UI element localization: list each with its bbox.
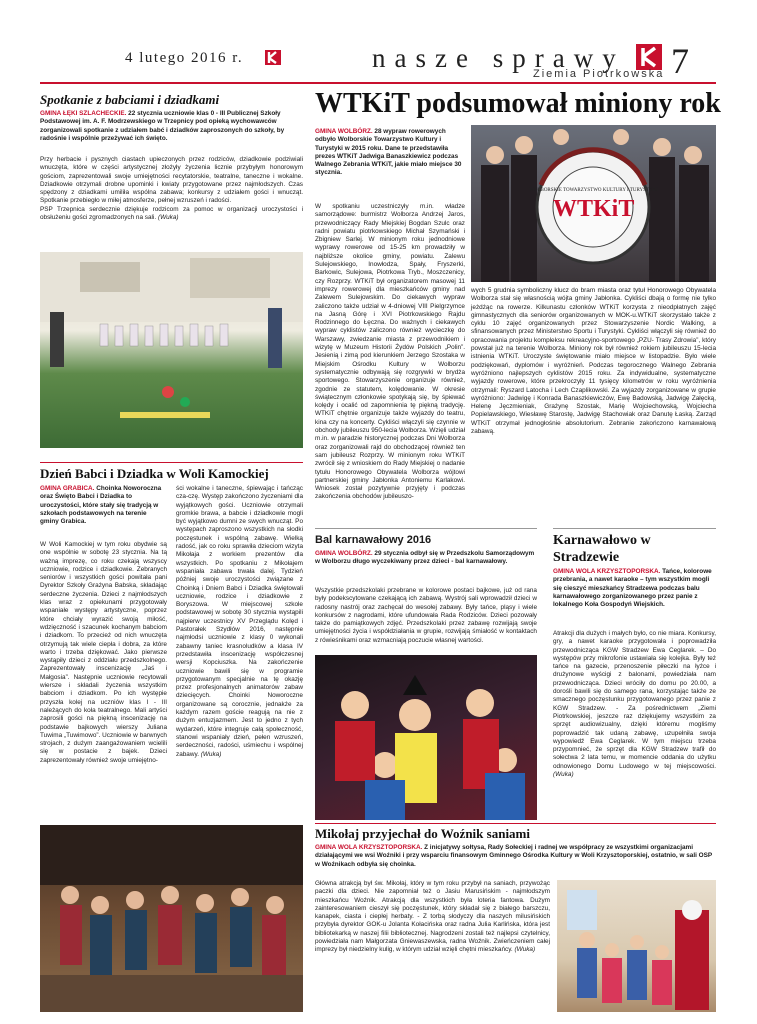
article1-lead <box>40 110 303 143</box>
article1-paragraph: Przy herbacie i pysznych ciastach upieczonych przez rodziców, dziadkowie podziwiali wnuczęta, które w części artystycznej złożyły życzenia licznie przybyłym honorowym gościom, zaprezentowali swoje umiejętności recytatorskie, teatralne, taneczne i wokalne. Dziadkowie otrzymali drobne upominki i kwiaty przygotowane przez najmłodszych. Czas spędzony z dziadkami umiliła wspólna zabawa; konkursy z udziałem gości i wnucząt. Spotkanie przebiegło w miłej atmosferze, pełnej wzruszeń i radości. <box>40 156 303 205</box>
article3-lead <box>40 485 167 526</box>
article3-region: GMINA GRABICA. <box>40 485 95 492</box>
article5-body-text: Atrakcji dla dużych i małych było, co nie miara. Konkursy, gry, a nawet karaoke przygotowała i poprowadziła przewodnicząca KGW Stradzew Ewa Ceglarek. – Do występów przy mikrofonie ustawiała się kolejka. Były też tańce na gazecie, przenoszenie piłeczki na łyżce i drużynowe wyścigi z balonami, powiedziała nam przewodnicząca. Dzieci wróciły do domu po 20.00, a dorośli bawili się do samego rana, korzystając także ze smacznego poczęstunku przygotowanego przez panie z KGW Stradzew. - Za pośrednictwem „Ziemi Piotrkowskiej, jeszcze raz dziękujemy wszystkim za sprzęt audiowizualny, dzięki któremu mogliśmy poprowadzić tak udaną zabawę, uzupełniła swoja wypowiedź Ewa Ceglarek. W tym miejscu trzeba przypomnieć, że sprzęt dla KGW Stradzew trafił do sołectwa 2 lata temu, w momencie oddania do użytku odnowionego Domu Ludowego w tej miejscowości. <box>553 630 716 770</box>
article4-title: Bal karnawałowy 2016 <box>315 534 432 546</box>
article5-title: Karnawałowo w Stradzewie <box>553 533 651 565</box>
article6-photo <box>557 880 716 1012</box>
article4-lead-text: 29 stycznia odbył się w Przedszkolu Samorządowym w Wolborzu długo wyczekiwany przez dzieci - bal karnawałowy. <box>315 550 535 566</box>
wtkit-logo-text: WTKiT <box>553 196 635 222</box>
article6-lead <box>315 844 716 869</box>
article6-signature: (Wuka) <box>512 946 536 954</box>
article2-title: WTKiT podsumował miniony rok <box>315 88 721 119</box>
wtkit-logo-ring-text: WOLBORSKIE TOWARZYSTWO KULTURY I TURYSTYKI <box>529 188 658 193</box>
article5-rule <box>553 528 716 529</box>
article6-title: Mikołaj przyjechał do Woźnik saniami <box>315 826 530 841</box>
article5-body <box>553 630 716 779</box>
article6-region: GMINA WOLA KRZYSZTOPORSKA. <box>315 844 423 851</box>
article3-lead-text: Choinka Noworoczna oraz Święto Babci i Dziadka to uroczystości, które stały się tradycją w szkołach podstawowych na terenie gminy Grabica. <box>40 485 162 526</box>
article6-body-text: Główna atrakcją był św. Mikołaj, który w tym roku przybył na saniach, przywożąc paczki dla dzieci. Nie zapomniał też o Jasiu Marusińskim - najmłodszym mieszkańcu Woźnik. Atrakcją dla wszystkich była loteria fantowa. Dużym zainteresowaniem cieszył się poczęstunek, który składał się z białego barszczu, kanapek, ciasta i ciepłej herbaty. - Z torbą słodyczy dla naszych milusińskich przybyła dyrektor GOK-u Jolanta Kołacińska oraz radna Julia Karlińska, która jest bibliotekarką w naszej filii bibliotecznej. Nagrodzeni zostali też najlepsi czytelnicy, powiedziała nam Małgorzata Gniewaszewska, radna Woźnik. Zwieńczeniem całej imprezy był niedzielny kulig, w którym udział wzięli chętni mieszkańcy. <box>315 880 550 954</box>
article5-lead <box>553 568 716 609</box>
article3-title: Dzień Babci i Dziadka w Woli Kamockiej <box>40 466 269 481</box>
masthead-logo-icon <box>636 44 662 70</box>
article6-lead-text: Z inicjatywy sołtysa, Rady Sołeckiej i radnej we współpracy ze wszystkimi organizacjami działającymi we wsi Woźniki i przy wsparciu finansowym Gminnego Ośrodka Kultury w Woli Krzysztoporskiej, ostatnio, w sali OSP w Woźnikach odbyła się choinka. <box>315 844 713 868</box>
article4-region: GMINA WOLBÓRZ. <box>315 550 373 557</box>
article4-body: Wszystkie przedszkolaki przebrane w kolorowe postaci bajkowe, już od rana były podekscytowane czekającą ich zabawą. Wystrój sali wprowadził dzieci w radosny nastrój oraz zachęcał do wesołej zabawy. Były tańce, pląsy i wiele konkursów z nagrodami, które ufundowała Rada Rodziców. Dzieci pozowały także do pamiątkowych zdjęć. Przedszkolaki przez zabawę rozwijają swoje umiejętności życia i współdziałania w grupie, rozwijają śmiałość w kontaktach z rówieśnikami oraz wzmacniają poczucie własnej wartości. <box>315 587 537 644</box>
article1-body <box>40 156 303 222</box>
article1-signature: (Wuka) <box>156 214 179 222</box>
masthead-subtitle: Ziemia Piotrkowska <box>533 68 665 80</box>
brand-logo-icon <box>265 50 281 65</box>
article1-thanks-text: PSP Trzepnica serdecznie dziękuje rodzicom za pomoc w organizacji uroczystości i obsłużeniu gości zgromadzonych na sali. <box>40 205 303 222</box>
article3-column-2 <box>176 485 303 759</box>
article1-title: Spotkanie z babciami i dziadkami <box>40 92 220 107</box>
masthead-title: nasze sprawy <box>372 43 625 73</box>
article4-rule <box>315 528 537 529</box>
article1-region: GMINA ŁĘKI SZLACHECKIE. <box>40 110 127 117</box>
article2-column-2: wych 5 grudnia symboliczny klucz do bram miasta oraz tytuł Honorowego Obywatela Wolborza stał się własnością wójta gminy Jabłonka. Cykliści dbają o formę nie tylko jeżdżąc na rowerze. Kilkunastu członków WTKiT korzysta z nieodpłatnych zajęć gimnastycznych dla seniorów organizowanych w MOK-u.WTKiT skorzystało także z cyklu 10 zajęć organizowanych przez Stowarzyszenie Nordic Walking, a sfinansowanych przez Ministerstwo Sportu i Turystyki. Cykliści włączyli się również do opracowania projektu kompleksu rekreacyjno-sportowego „PZU- Trasy Zdrowia”, który powstał już na terenie Wolborza. Miniony rok był również rokiem jubileuszu 15-lecia istnienia WTKiT. Uroczyste świętowanie miało miejsce w listopadzie. Było wiele podziękowań, dyplomów i wyróżnień. Podczas tegorocznego Walnego Zebrania wyróżniono najlepszych cyklistów 2015 roku. Za indywidualne, systematyczne wyjazdy rowerowe, które przekroczyły 11 tysięcy kilometrów w roku wyróżnienia otrzymali: Ryszard Latocha i Lech Czaplikowski. Za wyjazdy zorganizowane w grupie wyróżniono: Jadwigę i Konrada Banaszkiewiczów, Ewę Badowską, Jadwigę Załęcką, Helenę Jęczmieniak, Grażynę Szostak, Marię Wojciechowską, Wojciecha Popielawskiego, Wiesławę Starostę, Jadwigę Stachowiak oraz Danutę Łaską. Zarząd WTKiT otrzymał jednogłośnie absolutorium. Zebranie zakończono karnawałową zabawą. <box>471 287 716 436</box>
article4-lead <box>315 550 537 567</box>
header-rule <box>40 82 716 84</box>
article1-photo <box>40 252 303 448</box>
article5-region: GMINA WOLA KRZYSZTOPORSKA. <box>553 568 661 575</box>
article1-lead-text: 22 stycznia uczniowie klas 0 - III Publicznej Szkoły Podstawowej im. A. F. Modrzewskiego w Trzepnicy pod opieką wychowawców zorganizowali spotkanie z udziałem babć i dziadków zaproszonych do szkoły, by radośnie i wspólnie przeżywać ich święto. <box>40 110 285 142</box>
article3-rule <box>40 462 303 463</box>
article2-lead <box>315 128 465 178</box>
article6-rule <box>315 823 716 824</box>
article2-column-1: W spotkaniu uczestniczyły m.in. władze samorządowe: burmistrz Wolborza Andrzej Jaros, przewodniczący Rady Miejskiej Bogdan Szulc oraz radni powiatu piotrkowskiego Michał Szymański i Zbigniew Sarlej. W minionym roku jednodniowe wyprawy rowerowe od 15-25 km prowadziły w najbliższe okolice gminy, powiatu. Zalewu Sulejowskiego, Inowłodza, Spały, Fryszerki, Barkowic, Sulejowa, Piotrkowa Tryb., Moszczenicy, czy Rozprzy. WTKiT był organizatorem masowej 11 imprezy rowerowej dla mieszkańców gminy nad Zalewem Sulejowskim. Do ciekawych wypraw zaliczono także udział w 4-dniowej VIII Pielgrzymce na Jasną Górę i XVI Piotrkowskiego Rajdu Rodzinnego do Łęczna. Do ważnych i ciekawych wypraw cyklistów zaliczono również wycieczkę do Warszawy, zwiedzanie miasta z przewodnikiem i wizytę w Muzeum Historii Żydów Polskich „Polin”. Jesienią i zimą pod kierunkiem Jerzego Szostaka w Miejskim Ośrodku Kultury w Wolborzu systematycznie odbywają się rozgrywki w brydża sportowego. Stowarzyszenie organizuje również, zgodnie ze statutem, kolędowanie. W okresie świątecznym członkowie spotykają się, by śpiewać kolędy i ocalić od zapomnienia tę piękną tradycję. WTKiT chętnie organizuje także wyjazdy do teatru, kina czy na koncerty. Cykliści włączyli się czynnie w obchody jubileuszu 950-lecia Wolborza. Wzięli udział m.in. w paradzie historycznej podczas Dni Wolborza oraz zorganizowali rajd do obchodzącej również ten sam jubileusz Rozprzy. W minionym roku WTKiT zwrócił się z wnioskiem do Rady Miejskiej o nadanie tytułu Honorowego Obywatela Wolborza wójtowi partnerskiej gminy Jabłonka Antoniemu Karlakowi. Wniosek został pozytywnie przyjęty i podczas zakończenia obchodów jubileuszo- <box>315 203 465 501</box>
article2-lead-text: 28 wypraw rowerowych odbyło Wolborskie Towarzystwo Kultury i Turystyki w 2015 roku. Dane te przedstawiła prezes WTKiT Jadwiga Banaszkiewicz podczas Walnego Zebrania WTKiT, jakie miało miejsce 30 stycznia. <box>315 128 462 177</box>
article3-column-2-text: ści wokalne i taneczne, śpiewając i tańcząc cza-czę. Występ zakończono życzeniami dla wyjątkowych gości. Uczniowie otrzymali gromkie brawa, a babcie i dziadkowie mogli być wyjątkowo dumni ze swych wnucząt. Po występach zaproszono wszystkich na słodki poczęstunek i wspólną zabawę. Wielką radość, jak co roku sprawiła dzieciom wizyta Mikołaja z workiem prezentów dla wszystkich. Po spotkaniu z Mikołajem wspaniała zabawa trwała dalej. Tydzień później swoje uroczystości związane z Choinką i Dniem Babci i Dziadka świętowali uczniowie, rodzice i dziadkowie z Boryszowa. W miejscowej szkole podstawowej w sobotę 30 stycznia wystąpili najpierw uczestnicy XV Przeglądu Kolęd i Pastorałek Szydłów 2016, następnie najmłodsi uczniowie z klasy 0 wykonali zabawny taniec krasnoludków a klasa IV przedstawiła inscenizację współczesnej wersji Kopciuszka. Na zakończenie uczniowie bawili się w programie przygotowanym specjalnie na tę okazję przez profesjonalnych animatorów zabaw dziecięcych. Choinki Noworoczne organizowane są corocznie, jednakże za każdym razem goście reagują na nie z dużym entuzjazmem. Jest to jedno z tych wydarzeń, które integruje całą społeczność, stanowi wspaniały dzień, pełen wzruszeń, serdeczności, radości, uśmiechu i wspólnej zabawy. <box>176 485 303 758</box>
article3-signature: (Wuka) <box>198 750 222 758</box>
article4-photo <box>315 655 537 820</box>
article5-lead-text: Tańce, kolorowe przebrania, a nawet karaoke – tym wszystkim mogli się cieszyć mieszkańcy Stradzewa podczas balu karnawałowego zorganizowanego przez panie z lokalnego Koła Gospodyń Wiejskich. <box>553 568 712 609</box>
article3-column-1: W Woli Kamockiej w tym roku obydwie są one wspólnie w sobotę 23 stycznia. Na tą ważną imprezę, co roku czekają wszyscy uczniowie, rodzice i dziadkowie. Zebranych seniorów i wszystkich gości powitała pani Dyrektor Szkoły Grażyna Babska, składając serdeczne życzenia. Dzieci z najmłodszych klas wraz z opiekunami przygotowały wspaniałe występy artystyczne, poprzez które chciały wyrazić swoją miłość, wdzięczność i szacunek kochanym babciom i dziadkom. To przecież od nich wnuczęta otrzymują tak wiele ciepła i dobra, za które warto i trzeba dziękować. Jako pierwsze wystąpiły dzieci z oddziału przedszkolnego. Zaprezentowały inscenizację „Jaś i Małgosia”. Następnie uczniowie recytowali wiersze i składali życzenia wszystkim babciom i dziadkom. Po ich występie przyszła kolej na uczniów klas I - III należących do koła teatralnego. Mali artyści zaprosili gości na piękną inscenizację na podstawie bajkowych wierszy Juliana Tuwima „Tuwimowo”. Uczniowie w barwnych strojach, z dużym zaangażowaniem wcielili się w postacie z bajek. Dzieci zaprezentowały również swoje umiejętno- <box>40 541 167 764</box>
article1-thanks <box>40 206 303 223</box>
article6-body <box>315 880 550 955</box>
article3-photo <box>40 825 303 1012</box>
article5-signature: (Wuka) <box>553 771 574 779</box>
article2-region: GMINA WOLBÓRZ. <box>315 128 373 135</box>
issue-date: 4 lutego 2016 r. <box>125 50 244 66</box>
page-number: 7 <box>671 41 689 81</box>
